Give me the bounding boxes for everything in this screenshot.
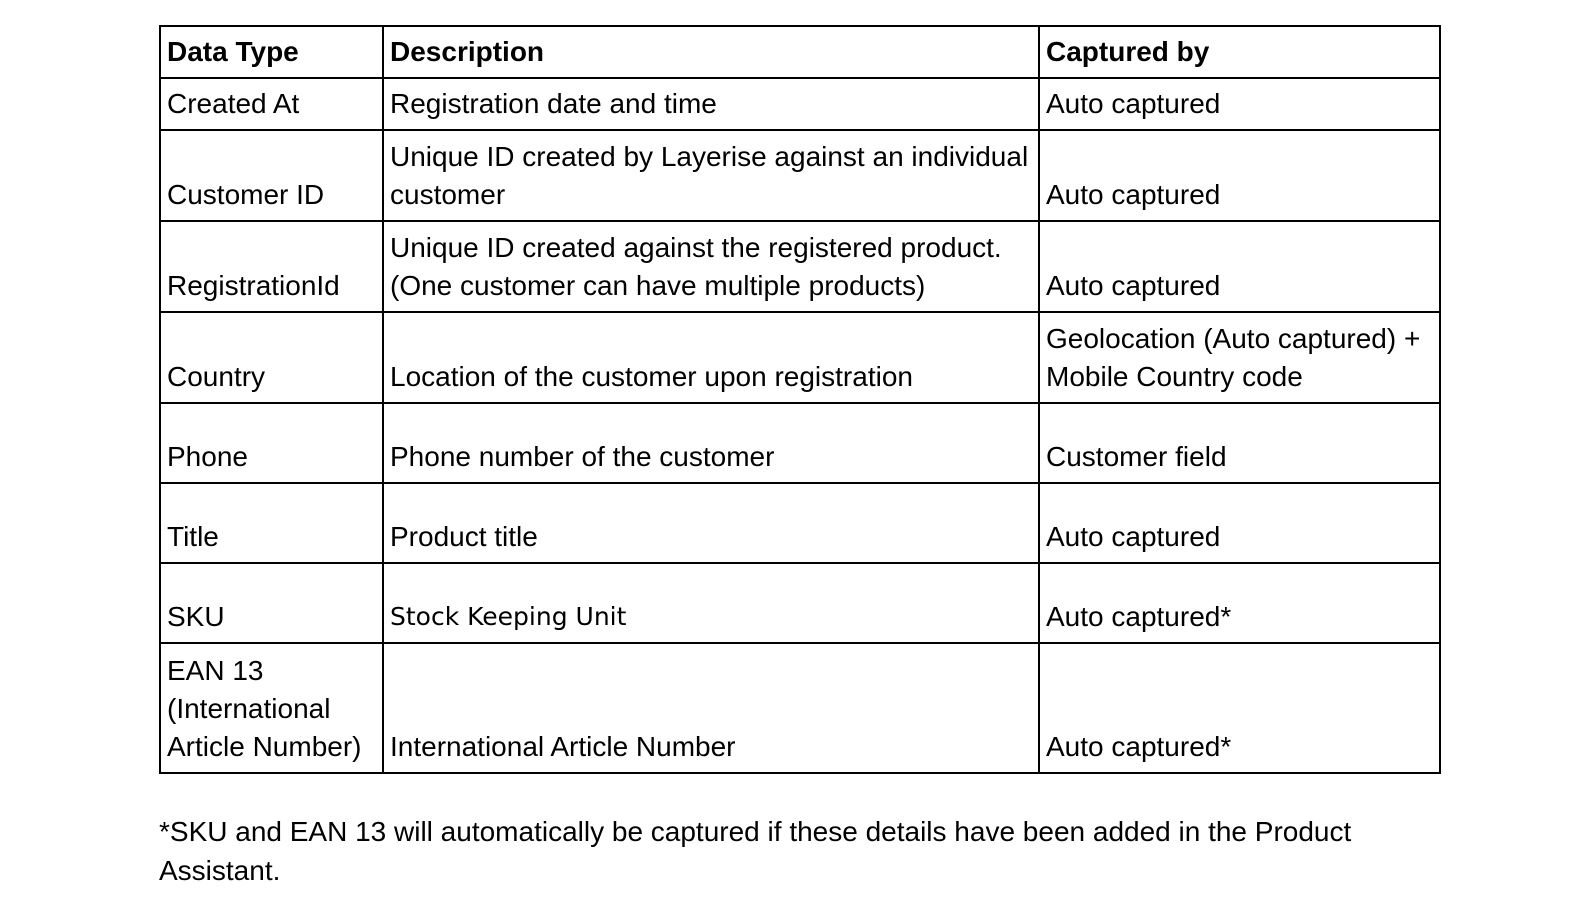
table-row <box>160 78 1440 130</box>
cell-captured-by: Auto captured <box>1039 78 1440 130</box>
cell-description: Location of the customer upon registration <box>383 312 1039 403</box>
header-description: Description <box>383 26 1039 78</box>
table-row <box>160 403 1440 483</box>
cell-data-type: Title <box>160 483 383 563</box>
data-types-table <box>159 25 1441 774</box>
header-captured-by: Captured by <box>1039 26 1440 78</box>
table-row <box>160 312 1440 403</box>
cell-data-type: SKU <box>160 563 383 643</box>
table-row <box>160 563 1440 643</box>
cell-description: Unique ID created by Layerise against an individual customer <box>383 130 1039 221</box>
footnote: *SKU and EAN 13 will automatically be captured if these details have been added in the Product Assistant. <box>159 816 1352 886</box>
cell-description: Unique ID created against the registered product. (One customer can have multiple products) <box>383 221 1039 312</box>
cell-data-type: Customer ID <box>160 130 383 221</box>
table-row <box>160 221 1440 312</box>
table-row <box>160 483 1440 563</box>
header-data-type: Data Type <box>160 26 383 78</box>
cell-description: Stock Keeping Unit <box>383 563 1039 643</box>
cell-captured-by: Auto captured <box>1039 483 1440 563</box>
cell-data-type: Country <box>160 312 383 403</box>
cell-captured-by: Auto captured <box>1039 130 1440 221</box>
cell-captured-by: Customer field <box>1039 403 1440 483</box>
cell-data-type: RegistrationId <box>160 221 383 312</box>
table-header-row <box>160 26 1440 78</box>
table-row <box>160 643 1440 773</box>
cell-captured-by: Auto captured <box>1039 221 1440 312</box>
cell-description: Registration date and time <box>383 78 1039 130</box>
cell-captured-by: Auto captured* <box>1039 563 1440 643</box>
cell-data-type: EAN 13 (International Article Number) <box>160 643 383 773</box>
cell-data-type: Created At <box>160 78 383 130</box>
cell-captured-by: Auto captured* <box>1039 643 1440 773</box>
cell-description: International Article Number <box>383 643 1039 773</box>
cell-description: Phone number of the customer <box>383 403 1039 483</box>
cell-captured-by: Geolocation (Auto captured) + Mobile Country code <box>1039 312 1440 403</box>
table-row <box>160 130 1440 221</box>
cell-data-type: Phone <box>160 403 383 483</box>
cell-description: Product title <box>383 483 1039 563</box>
